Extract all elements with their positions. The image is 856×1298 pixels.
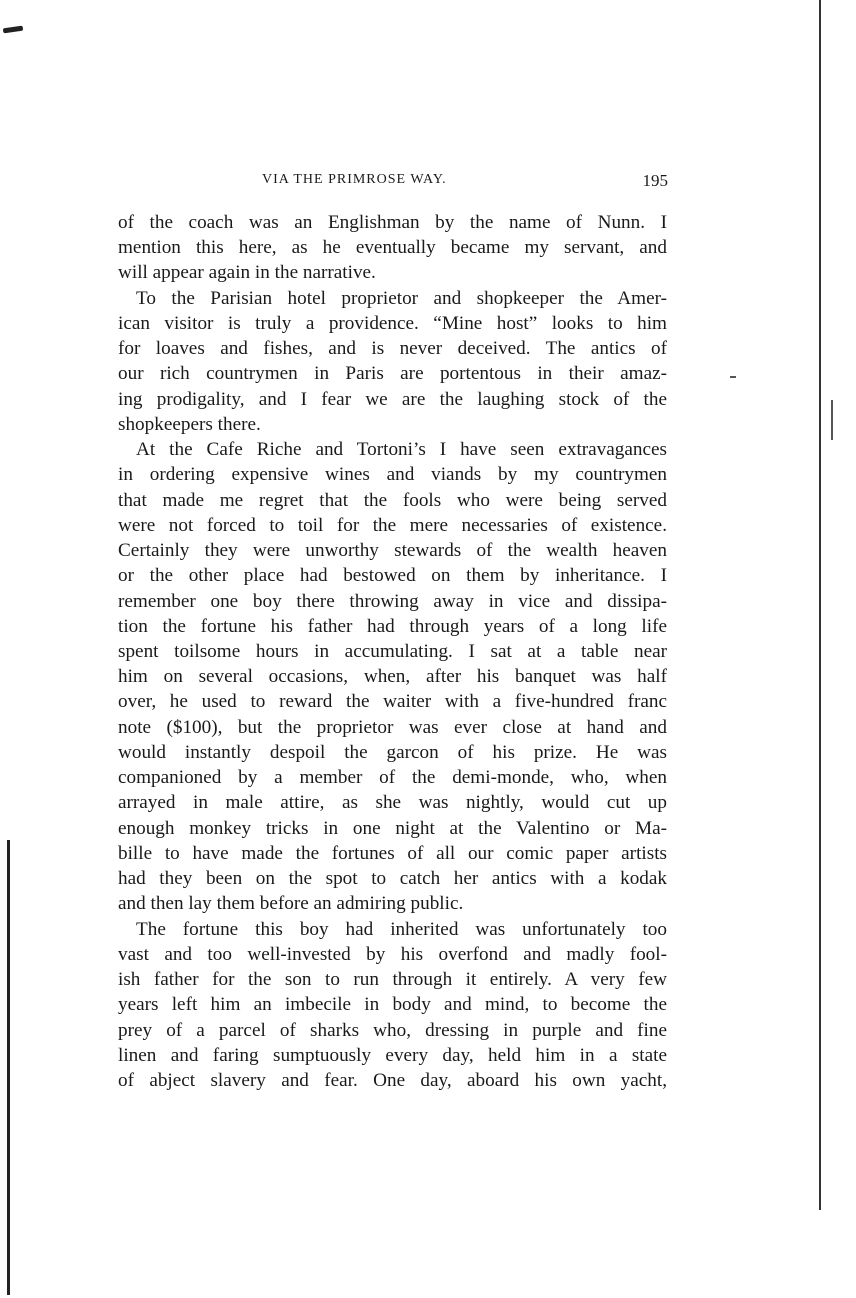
scan-artifact [730, 376, 736, 378]
page-edge-right [819, 0, 821, 1210]
scan-artifact [831, 400, 833, 440]
text-line: our rich countrymen in Paris are portentous in their amaz- [118, 363, 667, 385]
text-line: enough monkey tricks in one night at the Valentino or Ma- [118, 817, 667, 839]
text-line: years left him an imbecile in body and mind, to become the [118, 994, 667, 1016]
text-line: bille to have made the fortunes of all our comic paper artists [118, 842, 667, 864]
text-line: To the Parisian hotel proprietor and shopkeeper the Amer- [136, 287, 667, 309]
text-line: had they been on the spot to catch her antics with a kodak [118, 868, 667, 890]
text-line: linen and faring sumptuously every day, held him in a state [118, 1044, 667, 1066]
text-line: remember one boy there throwing away in vice and dissipa- [118, 590, 667, 612]
text-line: ing prodigality, and I fear we are the laughing stock of the [118, 388, 667, 410]
text-line: him on several occasions, when, after his banquet was half [118, 666, 667, 688]
text-line: over, he used to reward the waiter with a five-hundred franc [118, 691, 667, 713]
scan-mark [3, 26, 24, 34]
text-line: spent toilsome hours in accumulating. I sat at a table near [118, 640, 667, 662]
text-line: shopkeepers there. [118, 413, 261, 435]
text-line: prey of a parcel of sharks who, dressing in purple and fine [118, 1019, 667, 1041]
text-line: tion the fortune his father had through years of a long life [118, 615, 667, 637]
text-line: arrayed in male attire, as she was nightly, would cut up [118, 792, 667, 814]
text-line: that made me regret that the fools who were being served [118, 489, 667, 511]
text-line: The fortune this boy had inherited was unfortunately too [136, 918, 667, 940]
text-line: of abject slavery and fear. One day, aboard his own yacht, [118, 1069, 667, 1091]
page-edge-left [7, 840, 10, 1295]
text-line: of the coach was an Englishman by the name of Nunn. I [118, 212, 667, 233]
text-line: would instantly despoil the garcon of his prize. He was [118, 741, 667, 763]
text-line: or the other place had bestowed on them by inheritance. I [118, 565, 667, 587]
text-line: ish father for the son to run through it entirely. A very few [118, 969, 667, 991]
page-body [118, 210, 667, 1093]
text-line: for loaves and fishes, and is never deceived. The antics of [118, 338, 667, 360]
page-number: 195 [642, 171, 668, 190]
text-line: and then lay them before an admiring public. [118, 893, 464, 915]
text-line: were not forced to toil for the mere necessaries of existence. [118, 514, 667, 536]
text-line: Certainly they were unworthy stewards of the wealth heaven [118, 540, 667, 562]
text-line: At the Cafe Riche and Tortoni’s I have seen extravagances [136, 439, 667, 461]
text-line: vast and too well-invested by his overfond and madly fool- [118, 943, 667, 965]
text-line: companioned by a member of the demi-monde, who, when [118, 767, 667, 789]
text-line: will appear again in the narrative. [118, 262, 376, 284]
running-title: VIA THE PRIMROSE WAY. [262, 172, 447, 187]
text-line: ican visitor is truly a providence. “Mine host” looks to him [118, 312, 667, 334]
text-line: in ordering expensive wines and viands by my countrymen [118, 464, 667, 486]
text-line: note ($100), but the proprietor was ever close at hand and [118, 716, 667, 738]
text-line: mention this here, as he eventually became my servant, and [118, 237, 667, 259]
